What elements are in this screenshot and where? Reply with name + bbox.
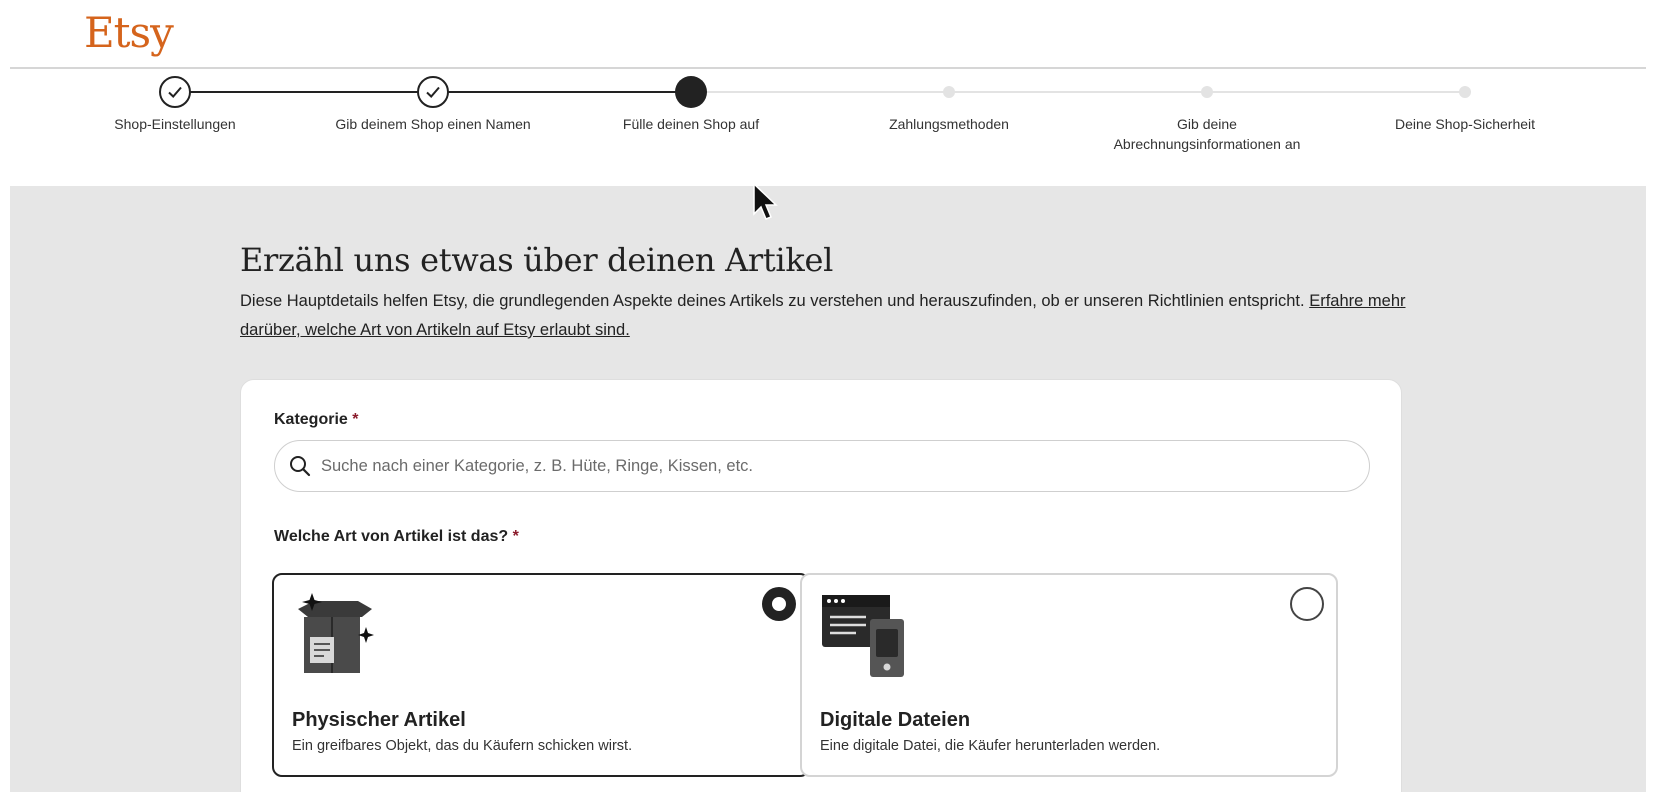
option-title: Physischer Artikel	[292, 709, 466, 731]
digital-files-icon	[820, 593, 910, 679]
option-description: Ein greifbares Objekt, das du Käufern schicken wirst.	[292, 738, 633, 754]
mouse-cursor-icon	[752, 182, 778, 222]
progress-stepper	[0, 70, 1654, 186]
etsy-logo[interactable]: Etsy	[84, 8, 173, 57]
stepper-track-remaining	[691, 91, 1465, 93]
intro-text: Diese Hauptdetails helfen Etsy, die grundlegenden Aspekte deines Artikels zu verstehen und herauszufinden, ob er unseren Richtlinien entspricht.	[240, 292, 1305, 310]
intro-paragraph	[240, 287, 1420, 345]
step-label: Gib deinem Shop einen Namen	[335, 116, 531, 132]
package-icon	[292, 593, 376, 677]
step-label: Shop-Einstellungen	[114, 116, 236, 132]
option-physical-item[interactable]	[272, 573, 810, 777]
pending-step-dot	[1201, 86, 1213, 98]
step-label: Gib deine Abrechnungsinformationen an	[1113, 116, 1301, 152]
allowed-items-link[interactable]: Erfahre mehr darüber, welche Art von Artikeln auf Etsy erlaubt sind.	[240, 292, 1406, 339]
search-icon	[289, 455, 311, 477]
page-title: Erzähl uns etwas über deinen Artikel	[240, 241, 834, 279]
pending-step-dot	[1459, 86, 1471, 98]
item-details-card	[240, 379, 1402, 792]
category-search-input[interactable]	[321, 457, 1321, 476]
radio-unselected[interactable]	[1290, 587, 1324, 621]
required-asterisk: *	[512, 528, 519, 545]
step-label: Fülle deinen Shop auf	[622, 116, 760, 132]
option-digital-files[interactable]	[800, 573, 1338, 777]
required-asterisk: *	[352, 411, 359, 428]
main-panel	[10, 186, 1646, 792]
top-header	[0, 0, 1654, 68]
option-description: Eine digitale Datei, die Käufer herunterladen werden.	[820, 738, 1161, 754]
step-label: Zahlungsmethoden	[889, 116, 1009, 132]
check-icon	[159, 76, 191, 108]
pending-step-dot	[943, 86, 955, 98]
check-icon	[417, 76, 449, 108]
category-search-box[interactable]	[274, 440, 1370, 492]
header-divider	[10, 67, 1646, 69]
radio-selected[interactable]	[762, 587, 796, 621]
option-title: Digitale Dateien	[820, 709, 971, 731]
current-step-dot	[675, 76, 707, 108]
item-type-label: Welche Art von Artikel ist das? *	[274, 528, 519, 545]
step-label: Deine Shop-Sicherheit	[1394, 116, 1536, 132]
category-label: Kategorie *	[274, 411, 359, 428]
